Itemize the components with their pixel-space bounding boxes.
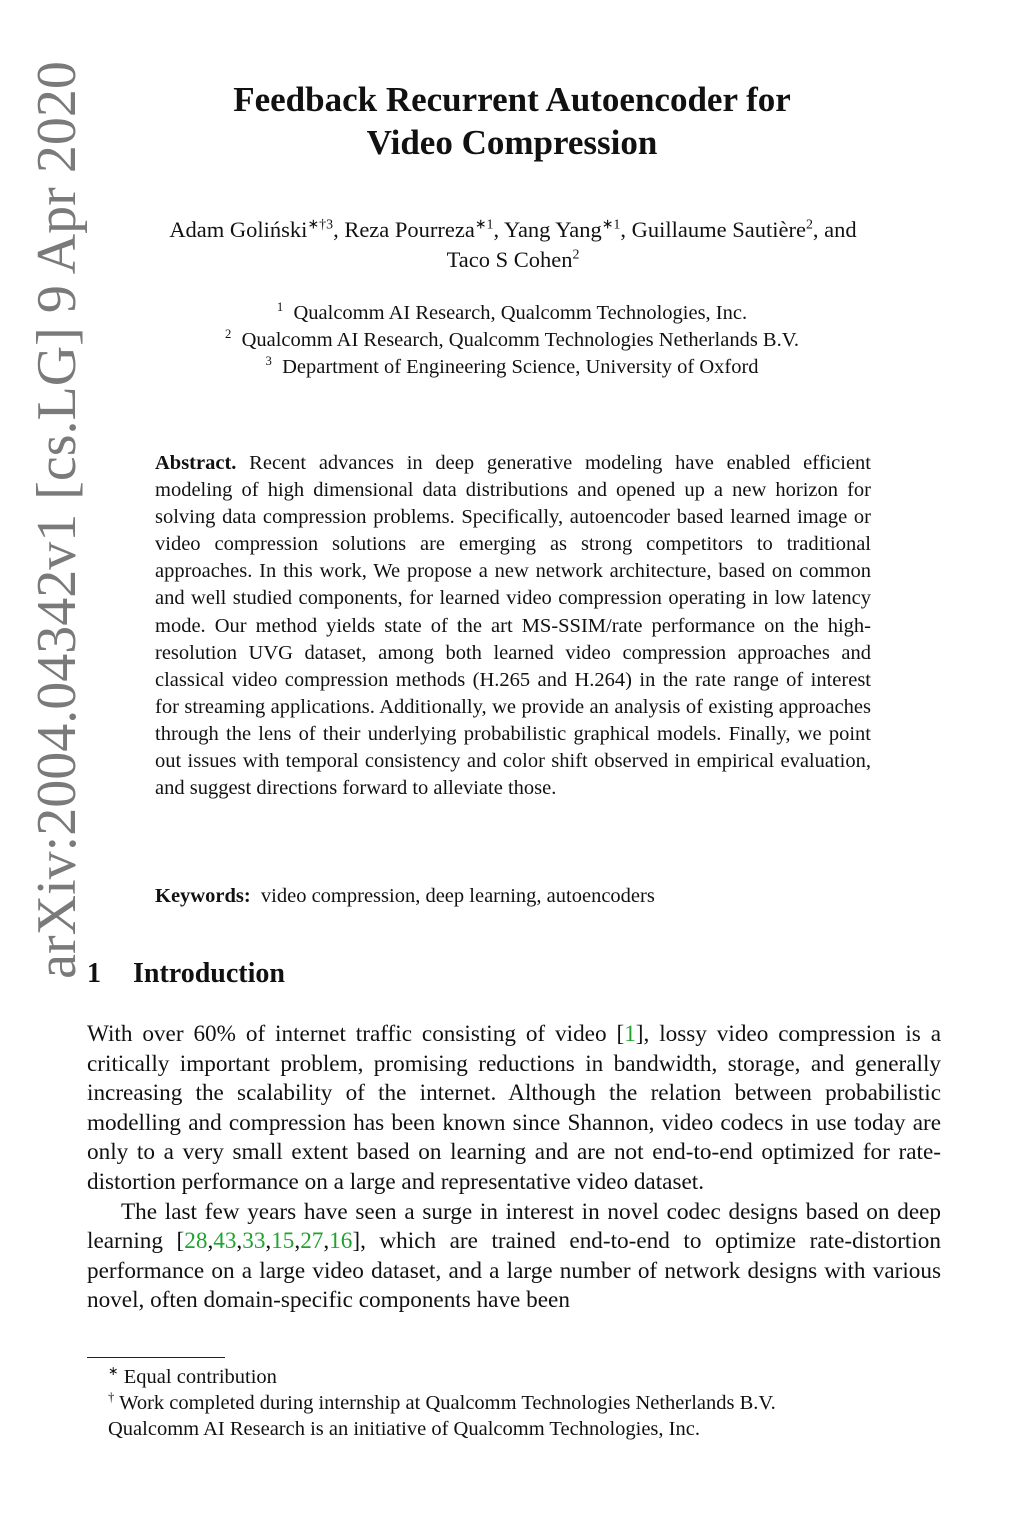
affiliation-item: [0, 300, 1024, 327]
author-mark: 2: [572, 247, 580, 263]
author-mark: ∗†3: [307, 217, 334, 233]
footnote-text: Equal contribution: [123, 1366, 277, 1388]
keywords: [155, 883, 871, 910]
affiliation-mark: 3: [265, 354, 272, 369]
citation-link[interactable]: 28: [184, 1228, 208, 1255]
intro-paragraph-2: The last few years have seen a surge in interest in novel codec designs based on deep learning [28,43,33,15,27,16], which are trained end-to-end to optimize rate-distortion performance on a large video dataset, and a large number of network designs with various novel, often domain-specific components have been: [87, 1198, 941, 1314]
affiliation-list: [0, 300, 1024, 381]
author-name: Yang Yang: [503, 217, 602, 242]
footnote-item: [108, 1416, 938, 1442]
footnotes: [108, 1364, 938, 1442]
section-heading: [87, 958, 285, 990]
title-line-1: Feedback Recurrent Autoencoder for: [233, 80, 791, 119]
author-name: Taco S Cohen: [446, 247, 573, 272]
arxiv-identifier-stamp: [18, 0, 96, 1522]
footnote-text: Qualcomm AI Research is an initiative of Qualcomm Technologies, Inc.: [108, 1418, 700, 1440]
keywords-label: Keywords:: [155, 885, 251, 907]
citation-link[interactable]: 33: [242, 1228, 266, 1255]
footnote-item: [108, 1364, 938, 1390]
citation-link[interactable]: 1: [624, 1021, 636, 1047]
paper-title: [0, 78, 1024, 164]
author-mark: ∗1: [601, 217, 621, 233]
intro-paragraph-1: With over 60% of internet traffic consisting of video [1], lossy video compression is a critically important problem, promising reductions in bandwidth, storage, and generally increasing the scalability of the internet. Although the relation between probabilistic modelling and compression has been known since Shannon, video codecs in use today are only to a very small extent based on learning and are not end-to-end optimized for rate-distortion performance on a large and representative video dataset.: [87, 1021, 941, 1195]
abstract-text: Recent advances in deep generative modeling have enabled efficient modeling of high dimensional data distributions and opened up a new horizon for solving data compression problems. Specifically, autoencoder based learned image or video compression solutions are emerging as strong competitors to traditional approaches. In this work, We propose a new network architecture, based on common and well studied components, for learned video compression operating in low latency mode. Our method yields state of the art MS-SSIM/rate performance on the high-resolution UVG dataset, among both learned video compression approaches and classical video compression methods (H.265 and H.264) in the rate range of interest for streaming applications. Additionally, we provide an analysis of existing approaches through the lens of their underlying probabilistic graphical models. Finally, we point out issues with temporal consistency and color shift observed in empirical evaluation, and suggest directions forward to alleviate those.: [155, 452, 871, 800]
citation-link[interactable]: 43: [213, 1228, 237, 1255]
affiliation-text: Qualcomm AI Research, Qualcomm Technologies, Inc.: [293, 302, 748, 324]
affiliation-text: Department of Engineering Science, University of Oxford: [282, 356, 759, 378]
footnote-divider: [87, 1357, 225, 1358]
abstract: [155, 450, 871, 802]
author-mark: 2: [805, 217, 813, 233]
footnote-mark: †: [108, 1390, 115, 1405]
citation-link[interactable]: 27: [300, 1228, 324, 1255]
footnote-text: Work completed during internship at Qualcomm Technologies Netherlands B.V.: [119, 1392, 776, 1414]
affiliation-text: Qualcomm AI Research, Qualcomm Technologies Netherlands B.V.: [241, 329, 800, 351]
affiliation-mark: 1: [276, 300, 284, 315]
introduction-body: [87, 1020, 941, 1316]
footnote-item: [108, 1390, 938, 1416]
footnote-mark: ∗: [108, 1364, 119, 1379]
arxiv-id-text: arXiv:2004.04342v1 [cs.LG] 9 Apr 2020: [26, 61, 88, 979]
section-number: 1: [87, 958, 101, 989]
citation-link[interactable]: 16: [329, 1228, 353, 1255]
author-conjunction: and: [824, 217, 857, 242]
title-line-2: Video Compression: [366, 123, 658, 162]
author-list: Adam Goliński$^{∗\dagger 3}$, Reza Pourreza$^{∗1}$, Yang Yang$^{∗1}$, Guillaume Sautière$^2$, and Taco S Cohen$^2$: [169, 217, 857, 272]
affiliation-item: [0, 327, 1024, 354]
author-mark: ∗1: [474, 217, 494, 233]
section-title: Introduction: [133, 958, 285, 989]
author-name: Reza Pourreza: [344, 217, 475, 242]
abstract-label: Abstract.: [155, 452, 237, 474]
author-name: Guillaume Sautière: [631, 217, 806, 242]
affiliation-item: [0, 354, 1024, 381]
affiliation-mark: 2: [224, 327, 232, 342]
keywords-text: video compression, deep learning, autoencoders: [260, 885, 655, 907]
citation-link[interactable]: 15: [271, 1228, 295, 1255]
author-name: Adam Goliński: [169, 217, 308, 242]
